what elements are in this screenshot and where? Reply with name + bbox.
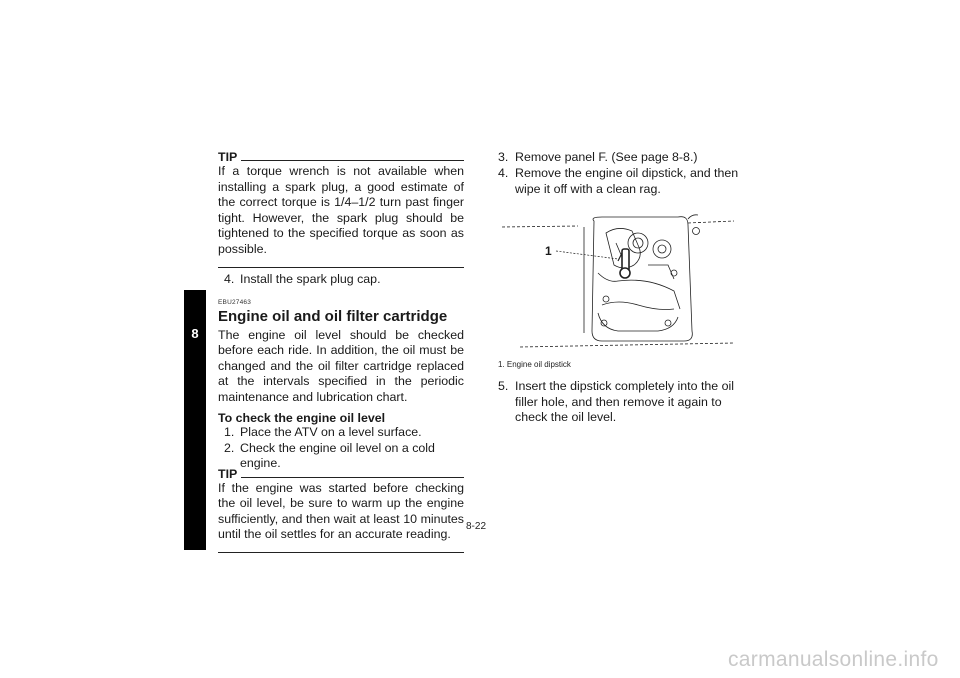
figure-caption: 1. Engine oil dipstick	[498, 360, 571, 369]
tip-label: TIP	[218, 150, 238, 164]
tip-text: If the engine was started before checking the oil level, be sure to warm up the engine sufficiently, and then wait at least 10 minutes until the oil settles for an accurate reading.	[218, 480, 464, 542]
step-text: Remove panel F. (See page 8-8.)	[515, 150, 698, 164]
chapter-tab	[184, 290, 206, 550]
list-item	[498, 166, 742, 198]
list-item	[498, 379, 742, 427]
tip-box-1	[218, 150, 464, 268]
watermark: carmanualsonline.info	[728, 648, 939, 671]
step-number: 3.	[498, 150, 509, 164]
list-item	[218, 272, 464, 288]
step-number: 2.	[224, 440, 235, 455]
page-number: 8-22	[466, 521, 487, 532]
tip-rule-top	[241, 477, 464, 478]
tip-text: If a torque wrench is not available when installing a spark plug, a good estimate of the correct torque is 1/4–1/2 turn past finger tight. However, the spark plug should be tightened to the specified torque as soon as possible.	[218, 164, 464, 256]
right-column	[498, 150, 742, 427]
step-text: Install the spark plug cap.	[240, 271, 381, 286]
tip-rule-bottom	[218, 267, 464, 268]
list-item	[218, 425, 464, 441]
figure-callout-number: 1	[545, 244, 552, 258]
tip-box-2	[218, 467, 464, 553]
engine-oil-dipstick-illustration	[498, 213, 742, 355]
list-item	[218, 440, 464, 471]
step-list	[218, 424, 464, 471]
left-column	[218, 150, 464, 553]
step-number: 1.	[224, 424, 235, 439]
list-item	[498, 150, 742, 166]
section-heading: Engine oil and oil filter cartridge	[218, 307, 448, 325]
step-text: Insert the dipstick completely into the oil filler hole, and then remove it again to check the oil level.	[515, 379, 735, 425]
tip-rule-bottom	[218, 552, 464, 553]
section-code: EBU27463	[218, 298, 252, 306]
intro-paragraph: The engine oil level should be checked before each ride. In addition, the oil must be changed and the oil filter cartridge replaced at the intervals specified in the periodic maintenance and lubrication chart.	[218, 327, 464, 404]
step-text: Check the engine oil level on a cold engine.	[240, 440, 435, 471]
step-number: 5.	[498, 379, 509, 393]
step-text: Remove the engine oil dipstick, and then wipe it off with a clean rag.	[515, 166, 739, 196]
step-number: 4.	[224, 271, 235, 286]
chapter-tab-number: 8	[191, 326, 199, 341]
engine-figure	[498, 213, 742, 355]
subheading: To check the engine oil level	[218, 410, 386, 425]
step-number: 4.	[498, 166, 509, 180]
tip-rule-top	[241, 160, 464, 161]
step-text: Place the ATV on a level surface.	[240, 424, 422, 439]
tip-label: TIP	[218, 466, 238, 481]
